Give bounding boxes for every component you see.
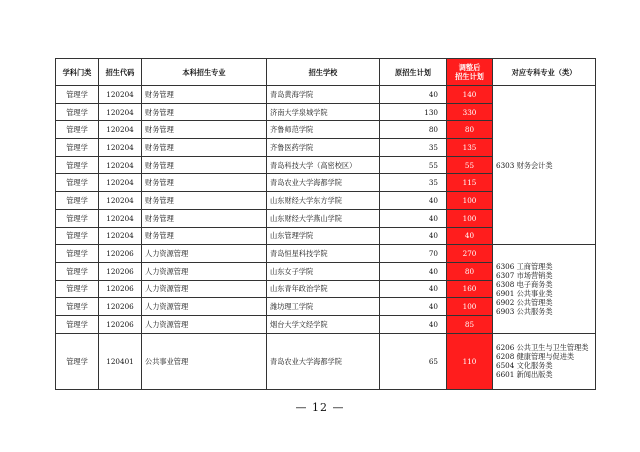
cell-school: 烟台大学文经学院 bbox=[267, 315, 380, 333]
cell-major: 人力资源管理 bbox=[142, 280, 267, 298]
cell-school: 齐鲁师范学院 bbox=[267, 121, 380, 139]
cell-corresponding-public bbox=[493, 333, 596, 389]
cell-category: 管理学 bbox=[56, 333, 99, 389]
cell-major: 财务管理 bbox=[142, 209, 267, 227]
cell-original: 40 bbox=[380, 209, 447, 227]
corresponding-item: 6601 新闻出版类 bbox=[496, 370, 553, 380]
cell-adjusted: 270 bbox=[447, 245, 493, 263]
cell-code: 120204 bbox=[99, 227, 142, 245]
cell-school: 山东财经大学燕山学院 bbox=[267, 209, 380, 227]
cell-code: 120206 bbox=[99, 245, 142, 263]
cell-adjusted: 100 bbox=[447, 209, 493, 227]
cell-category: 管理学 bbox=[56, 139, 99, 157]
header-corresponding: 对应专科专业（类） bbox=[493, 59, 596, 86]
corresponding-item: 6307 市场营销类 bbox=[496, 270, 553, 280]
cell-major: 财务管理 bbox=[142, 103, 267, 121]
cell-school: 青岛农业大学海都学院 bbox=[267, 174, 380, 192]
cell-school: 山东女子学院 bbox=[267, 262, 380, 280]
cell-code: 120206 bbox=[99, 298, 142, 316]
cell-school: 山东财经大学东方学院 bbox=[267, 192, 380, 210]
cell-original: 40 bbox=[380, 86, 447, 104]
header-code: 招生代码 bbox=[99, 59, 142, 86]
cell-school: 山东青年政治学院 bbox=[267, 280, 380, 298]
cell-original: 40 bbox=[380, 192, 447, 210]
cell-adjusted: 80 bbox=[447, 121, 493, 139]
cell-major: 财务管理 bbox=[142, 121, 267, 139]
cell-category: 管理学 bbox=[56, 86, 99, 104]
cell-original: 35 bbox=[380, 174, 447, 192]
cell-original: 40 bbox=[380, 280, 447, 298]
cell-category: 管理学 bbox=[56, 262, 99, 280]
cell-original: 40 bbox=[380, 262, 447, 280]
corresponding-item: 6504 文化服务类 bbox=[496, 361, 553, 371]
table-row bbox=[56, 86, 596, 104]
cell-code: 120206 bbox=[99, 315, 142, 333]
cell-adjusted: 40 bbox=[447, 227, 493, 245]
corresponding-item: 6901 公共事业类 bbox=[496, 288, 553, 298]
cell-major: 人力资源管理 bbox=[142, 298, 267, 316]
corresponding-item: 6308 电子商务类 bbox=[496, 279, 553, 289]
cell-code: 120204 bbox=[99, 103, 142, 121]
cell-major: 人力资源管理 bbox=[142, 315, 267, 333]
corresponding-item: 6902 公共管理类 bbox=[496, 297, 553, 307]
cell-school: 青岛恒星科技学院 bbox=[267, 245, 380, 263]
corresponding-item: 6303 财务会计类 bbox=[496, 160, 553, 170]
cell-school: 青岛农业大学海都学院 bbox=[267, 333, 380, 389]
header-adjusted-line1: 调整后 bbox=[458, 63, 481, 72]
cell-code: 120206 bbox=[99, 262, 142, 280]
header-major: 本科招生专业 bbox=[142, 59, 267, 86]
cell-code: 120204 bbox=[99, 86, 142, 104]
cell-major: 公共事业管理 bbox=[142, 333, 267, 389]
cell-original: 80 bbox=[380, 121, 447, 139]
cell-major: 人力资源管理 bbox=[142, 262, 267, 280]
cell-code: 120204 bbox=[99, 139, 142, 157]
cell-original: 40 bbox=[380, 315, 447, 333]
table-row bbox=[56, 333, 596, 389]
page-number: — 12 — bbox=[295, 401, 345, 414]
cell-original: 35 bbox=[380, 139, 447, 157]
table-header-row bbox=[56, 59, 596, 86]
corresponding-item: 6903 公共服务类 bbox=[496, 306, 553, 316]
cell-major: 财务管理 bbox=[142, 174, 267, 192]
cell-original: 70 bbox=[380, 245, 447, 263]
cell-adjusted: 135 bbox=[447, 139, 493, 157]
table-row bbox=[56, 245, 596, 263]
cell-major: 财务管理 bbox=[142, 156, 267, 174]
header-category: 学科门类 bbox=[56, 59, 99, 86]
cell-adjusted: 55 bbox=[447, 156, 493, 174]
cell-major: 财务管理 bbox=[142, 139, 267, 157]
cell-category: 管理学 bbox=[56, 156, 99, 174]
cell-school: 青岛科技大学（高密校区） bbox=[267, 156, 380, 174]
cell-original: 40 bbox=[380, 227, 447, 245]
cell-code: 120204 bbox=[99, 209, 142, 227]
cell-major: 人力资源管理 bbox=[142, 245, 267, 263]
cell-code: 120204 bbox=[99, 156, 142, 174]
header-adjusted-plan bbox=[447, 59, 493, 86]
cell-original: 40 bbox=[380, 298, 447, 316]
cell-school: 齐鲁医药学院 bbox=[267, 139, 380, 157]
cell-corresponding-finance bbox=[493, 86, 596, 245]
cell-adjusted: 115 bbox=[447, 174, 493, 192]
cell-code: 120401 bbox=[99, 333, 142, 389]
header-original-plan: 原招生计划 bbox=[380, 59, 447, 86]
cell-school: 青岛黄海学院 bbox=[267, 86, 380, 104]
cell-category: 管理学 bbox=[56, 315, 99, 333]
cell-original: 55 bbox=[380, 156, 447, 174]
cell-school: 山东管理学院 bbox=[267, 227, 380, 245]
cell-category: 管理学 bbox=[56, 103, 99, 121]
cell-category: 管理学 bbox=[56, 298, 99, 316]
cell-original: 65 bbox=[380, 333, 447, 389]
cell-code: 120204 bbox=[99, 192, 142, 210]
cell-corresponding-hr bbox=[493, 245, 596, 333]
header-school: 招生学校 bbox=[267, 59, 380, 86]
corresponding-item: 6306 工商管理类 bbox=[496, 261, 553, 271]
cell-category: 管理学 bbox=[56, 192, 99, 210]
cell-major: 财务管理 bbox=[142, 227, 267, 245]
cell-major: 财务管理 bbox=[142, 86, 267, 104]
header-adjusted-line2: 招生计划 bbox=[455, 72, 484, 81]
cell-category: 管理学 bbox=[56, 280, 99, 298]
cell-category: 管理学 bbox=[56, 174, 99, 192]
cell-code: 120204 bbox=[99, 121, 142, 139]
cell-code: 120206 bbox=[99, 280, 142, 298]
cell-adjusted: 85 bbox=[447, 315, 493, 333]
cell-category: 管理学 bbox=[56, 227, 99, 245]
cell-category: 管理学 bbox=[56, 121, 99, 139]
cell-adjusted: 330 bbox=[447, 103, 493, 121]
cell-category: 管理学 bbox=[56, 209, 99, 227]
cell-major: 财务管理 bbox=[142, 192, 267, 210]
cell-adjusted: 140 bbox=[447, 86, 493, 104]
enrollment-plan-table bbox=[55, 58, 596, 390]
cell-adjusted: 160 bbox=[447, 280, 493, 298]
cell-school: 潍坊理工学院 bbox=[267, 298, 380, 316]
cell-adjusted: 80 bbox=[447, 262, 493, 280]
cell-code: 120204 bbox=[99, 174, 142, 192]
cell-school: 济南大学泉城学院 bbox=[267, 103, 380, 121]
cell-adjusted: 100 bbox=[447, 298, 493, 316]
cell-adjusted: 110 bbox=[447, 333, 493, 389]
cell-adjusted: 100 bbox=[447, 192, 493, 210]
corresponding-item: 6206 公共卫生与卫生管理类 bbox=[496, 343, 589, 353]
cell-original: 130 bbox=[380, 103, 447, 121]
cell-category: 管理学 bbox=[56, 245, 99, 263]
corresponding-item: 6208 健康管理与促进类 bbox=[496, 352, 575, 362]
